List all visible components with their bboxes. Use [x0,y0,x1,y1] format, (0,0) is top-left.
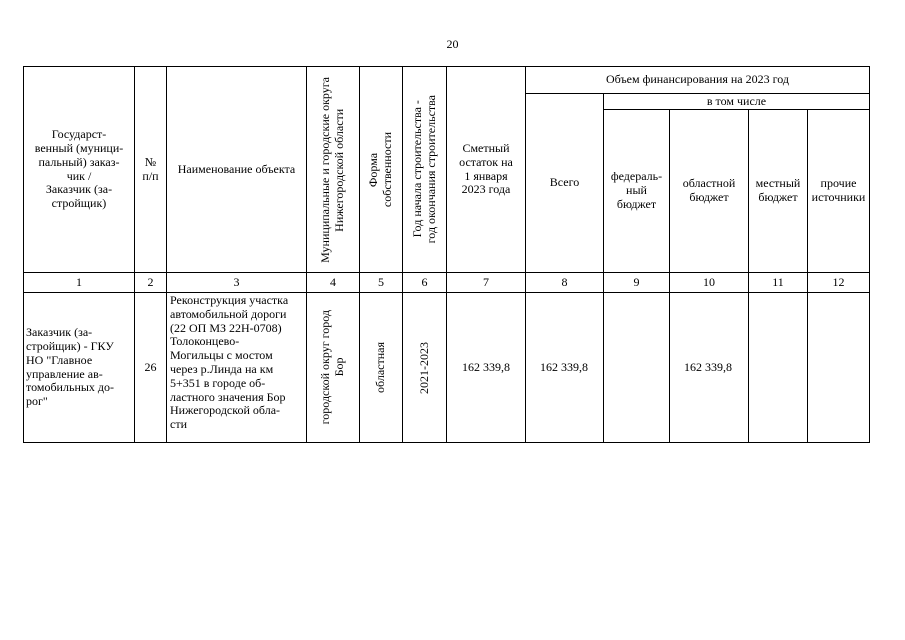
header-ownership-text: Форма собственности [366,131,394,208]
cell-municipality-text: городской округ город Бор [318,310,346,425]
header-local: местный бюджет [749,110,808,273]
header-municipality [307,67,360,273]
header-ownership [360,67,403,273]
cell-local [749,293,808,443]
cell-other [808,293,870,443]
column-number: 9 [604,273,670,293]
header-municipality-text: Муниципальные и городские округа Нижегородской области [318,76,346,263]
header-estimate: Сметный остаток на 1 января 2023 года [447,67,526,273]
column-number: 8 [526,273,604,293]
cell-years-text: 2021-2023 [416,341,431,394]
column-number: 2 [135,273,167,293]
cell-total: 162 339,8 [526,293,604,443]
header-number: № п/п [135,67,167,273]
cell-ownership [360,293,403,443]
cell-federal [604,293,670,443]
header-customer: Государст- венный (муници- пальный) заказ- чик / Заказчик (за- стройщик) [24,67,135,273]
cell-estimate: 162 339,8 [447,293,526,443]
financing-table [23,66,870,443]
table-row [24,293,870,443]
cell-ownership-text: областная [373,342,388,393]
cell-customer: Заказчик (за- стройщик) - ГКУ НО "Главное управление ав- томобильных до- рог" [24,293,135,443]
header-federal: федераль- ный бюджет [604,110,670,273]
header-total: Всего [526,94,604,273]
cell-municipality [307,293,360,443]
cell-years [403,293,447,443]
column-number: 5 [360,273,403,293]
header-including: в том числе [604,94,870,110]
page-number: 20 [446,37,459,51]
cell-object-name: Реконструкция участка автомобильной дороги (22 ОП МЗ 22Н-0708) Толоконцево- Могильцы с мостом через р.Линда на км 5+351 в городе об- ластного значения Бор Нижегородской обла- сти [167,293,307,443]
column-number: 10 [670,273,749,293]
header-years-text: Год начала строительства - год окончания строительства [409,95,438,244]
column-number: 11 [749,273,808,293]
header-regional: областной бюджет [670,110,749,273]
column-number: 12 [808,273,870,293]
cell-number: 26 [135,293,167,443]
column-number: 3 [167,273,307,293]
header-row-top [24,67,870,94]
header-other: прочие источники [808,110,870,273]
header-funding-group: Объем финансирования на 2023 год [526,67,870,94]
cell-regional: 162 339,8 [670,293,749,443]
column-number: 1 [24,273,135,293]
column-number: 4 [307,273,360,293]
header-object-name: Наименование объекта [167,67,307,273]
column-number: 6 [403,273,447,293]
header-years [403,67,447,273]
column-number: 7 [447,273,526,293]
column-number-row [24,273,870,293]
